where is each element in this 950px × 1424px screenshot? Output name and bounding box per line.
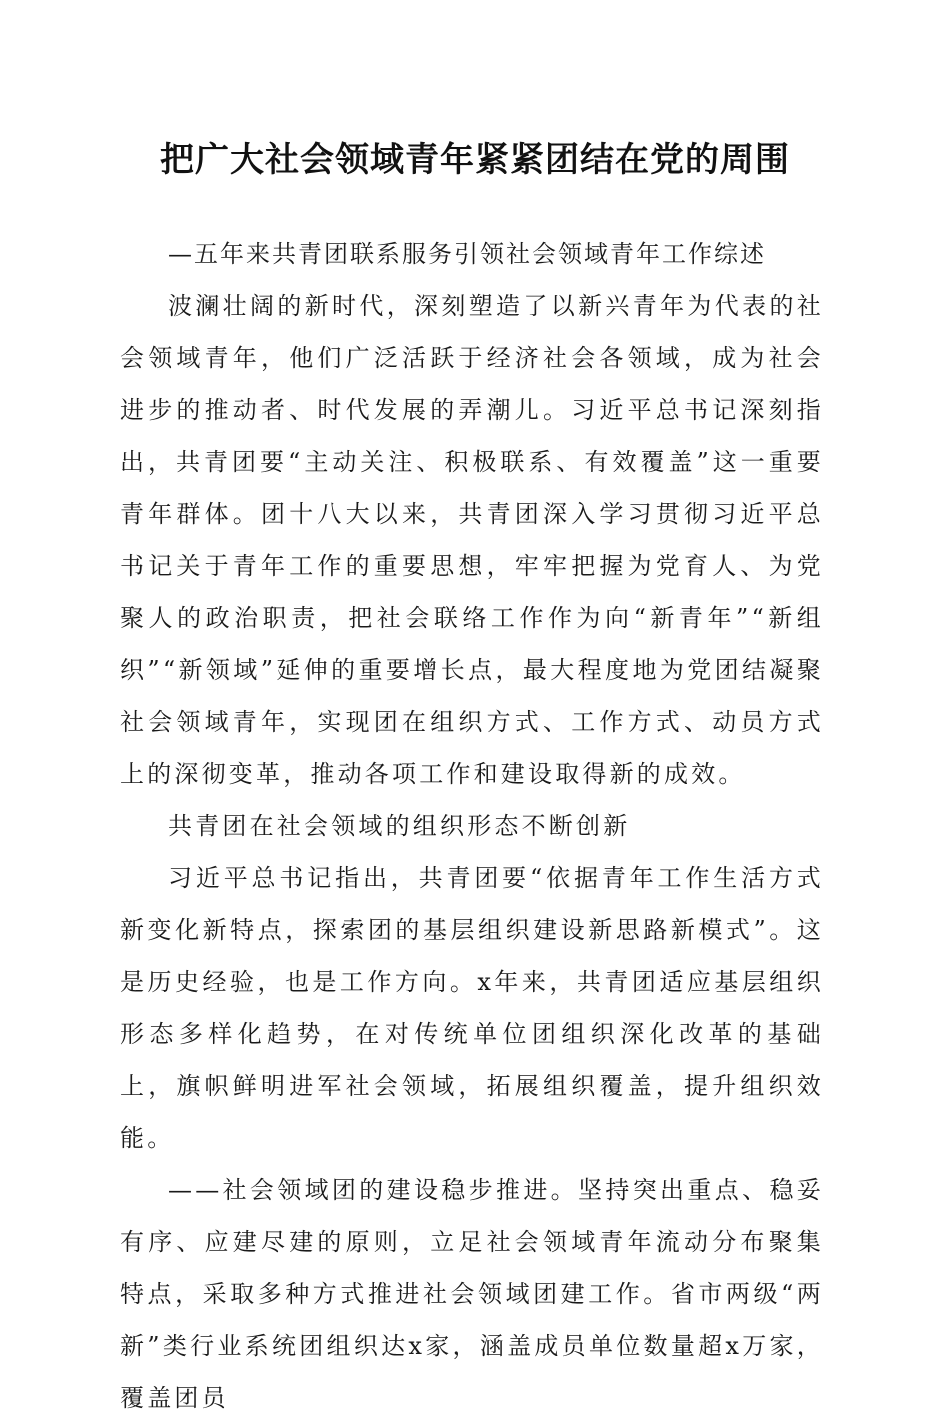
paragraph-intro: 波澜壮阔的新时代，深刻塑造了以新兴青年为代表的社会领域青年，他们广泛活跃于经济社会各领域，成为社会进步的推动者、时代发展的弄潮儿。习近平总书记深刻指出，共青团要“主动关注、积极联系、有效覆盖”这一重要青年群体。团十八大以来，共青团深入学习贯彻习近平总书记关于青年工作的重要思想，牢牢把握为党育人、为党聚人的政治职责，把社会联络工作作为向“新青年”“新组织”“新领域”延伸的重要增长点，最大程度地为党团结凝聚社会领域青年，实现团在组织方式、工作方式、动员方式上的深彻变革，推动各项工作和建设取得新的成效。	[120, 292, 824, 788]
document-title: 把广大社会领域青年紧紧团结在党的周围	[160, 140, 790, 180]
paragraph-section-intro: 习近平总书记指出，共青团要“依据青年工作生活方式新变化新特点，探索团的基层组织建设新思路新模式”。这是历史经验，也是工作方向。x年来，共青团适应基层组织形态多样化趋势，在对传统单位团组织深化改革的基础上，旗帜鲜明进军社会领域，拓展组织覆盖，提升组织效能。	[120, 864, 824, 1152]
document-subtitle: —五年来共青团联系服务引领社会领域青年工作综述	[168, 240, 766, 268]
document-body	[120, 228, 824, 1424]
paragraph-team-building: ——社会领域团的建设稳步推进。坚持突出重点、稳妥有序、应建尽建的原则，立足社会领域青年流动分布聚集特点，采取多种方式推进社会领域团建工作。省市两级“两新”类行业系统团组织达x家，涵盖成员单位数量超x万家，覆盖团员	[120, 1176, 824, 1412]
section-heading: 共青团在社会领域的组织形态不断创新	[168, 812, 631, 840]
